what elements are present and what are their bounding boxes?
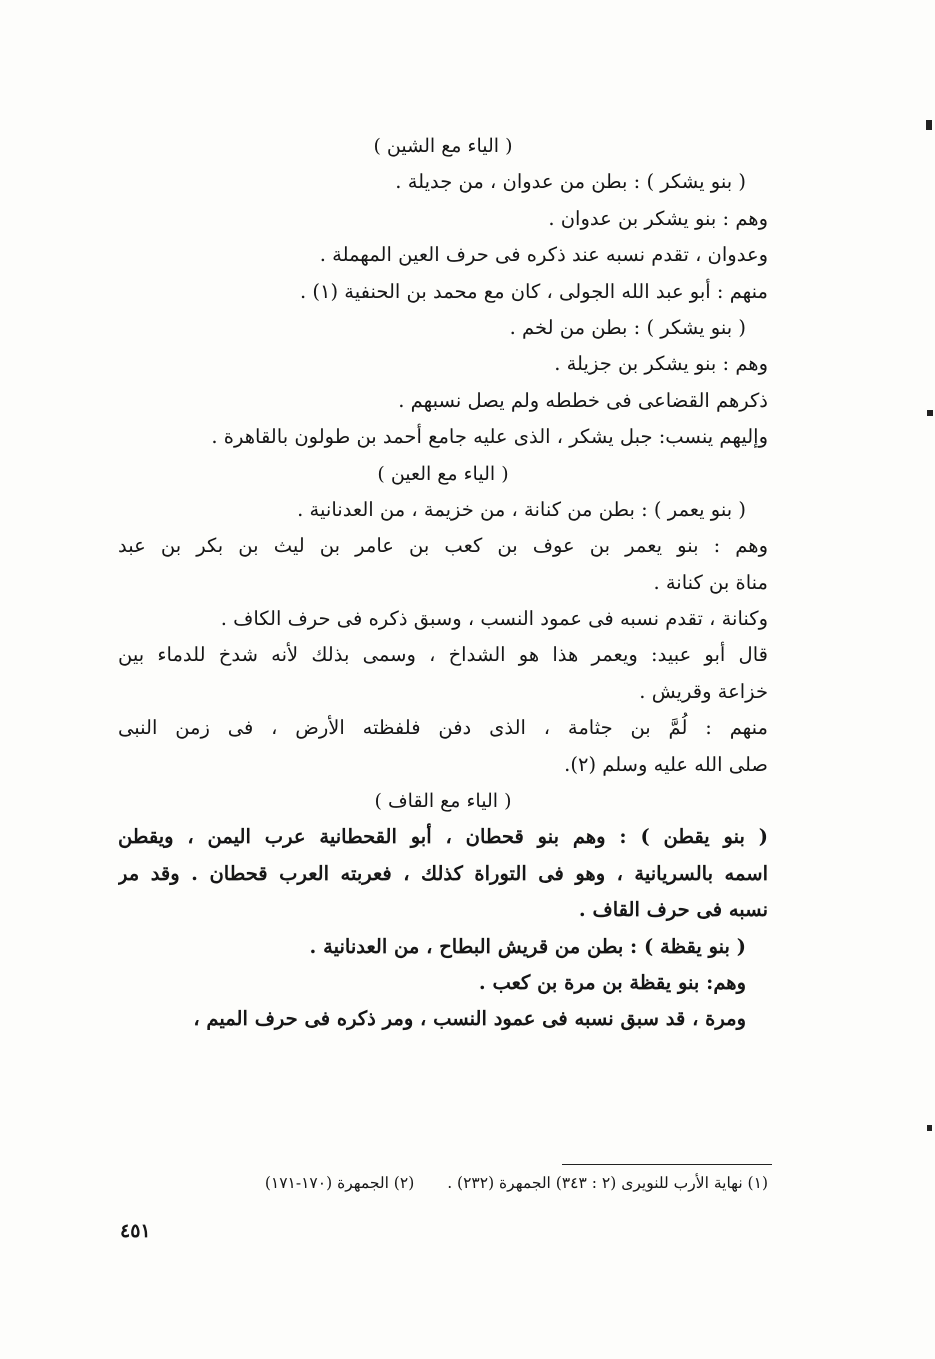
text-line: ذكرهم القضاعى فى خططه ولم يصل نسبهم . xyxy=(398,388,768,412)
text-line: ( بنو يقظة ) : بطن من قريش البطاح ، من العدنانية . xyxy=(309,934,746,958)
page-body xyxy=(118,128,768,1038)
footnote-1: (١) نهاية الأرب للنويرى (٢ : ٣٤٣) الجمهرة (٢٣٢) . xyxy=(447,1174,768,1192)
text-line: ( بنو يقطن ) : وهم بنو قحطان ، أبو القحطانية عرب اليمن ، ويقطن xyxy=(118,825,768,849)
text-line: اسمه بالسريانية ، وهو فى التوراة كذلك ، فعربته العرب قحطان . وقد مر xyxy=(118,861,768,885)
section-heading-ain: ( الياء مع العين ) xyxy=(377,462,509,485)
text-line: وهم : بنو يشكر بن جزيلة . xyxy=(554,352,768,376)
text-line: وهم: بنو يقظة بن مرة بن كعب . xyxy=(478,970,746,994)
scan-mark xyxy=(927,410,933,416)
text-line: صلى الله عليه وسلم (٢). xyxy=(564,752,768,776)
text-line: وإليهم ينسب: جبل يشكر ، الذى عليه جامع أحمد بن طولون بالقاهرة . xyxy=(211,425,768,449)
footnote-divider xyxy=(562,1164,772,1165)
text-line: وهم : بنو يشكر بن عدوان . xyxy=(548,206,768,230)
text-line: مناة بن كنانة . xyxy=(653,570,768,594)
text-line: ( بنو يعمر ) : بطن من كنانة ، من خزيمة ، من العدنانية . xyxy=(297,497,746,521)
text-line: منهم : لُمَّ بن جثامة ، الذى دفن فلفظته الأرض ، فى زمن النبى xyxy=(118,716,768,740)
text-line: ( بنو يشكر ) : بطن من عدوان ، من جديلة . xyxy=(395,170,746,194)
scan-mark xyxy=(927,1125,932,1131)
footnote-2: (٢) الجمهرة (١٧٠-١٧١) xyxy=(264,1174,415,1192)
text-line: نسبه فى حرف القاف . xyxy=(578,898,768,922)
section-heading-qaf: ( الياء مع القاف ) xyxy=(374,790,512,813)
text-line: وهم : بنو يعمر بن عوف بن كعب بن عامر بن ليث بن بكر بن عبد xyxy=(118,534,768,558)
text-line: قال أبو عبيد: ويعمر هذا هو الشداخ ، وسمى بذلك لأنه شدخ للدماء بين xyxy=(118,643,768,667)
section-heading-shin: ( الياء مع الشين ) xyxy=(373,135,513,157)
text-line: منهم : أبو عبد الله الجولى ، كان مع محمد بن الحنفية (١) . xyxy=(299,279,768,303)
scan-mark xyxy=(926,120,932,130)
text-line: وعدوان ، تقدم نسبه عند ذكره فى حرف العين المهملة . xyxy=(319,243,768,267)
text-line: خزاعة وقريش . xyxy=(639,679,768,703)
text-line: ومرة ، قد سبق نسبه فى عمود النسب ، ومر ذكره فى حرف الميم ، xyxy=(193,1007,746,1031)
text-line: ( بنو يشكر ) : بطن من لخم . xyxy=(509,315,746,339)
footnotes xyxy=(118,1170,768,1196)
text-line: وكنانة ، تقدم نسبه فى عمود النسب ، وسبق ذكره فى حرف الكاف . xyxy=(220,607,768,631)
page-number: ٤٥١ xyxy=(120,1220,151,1242)
